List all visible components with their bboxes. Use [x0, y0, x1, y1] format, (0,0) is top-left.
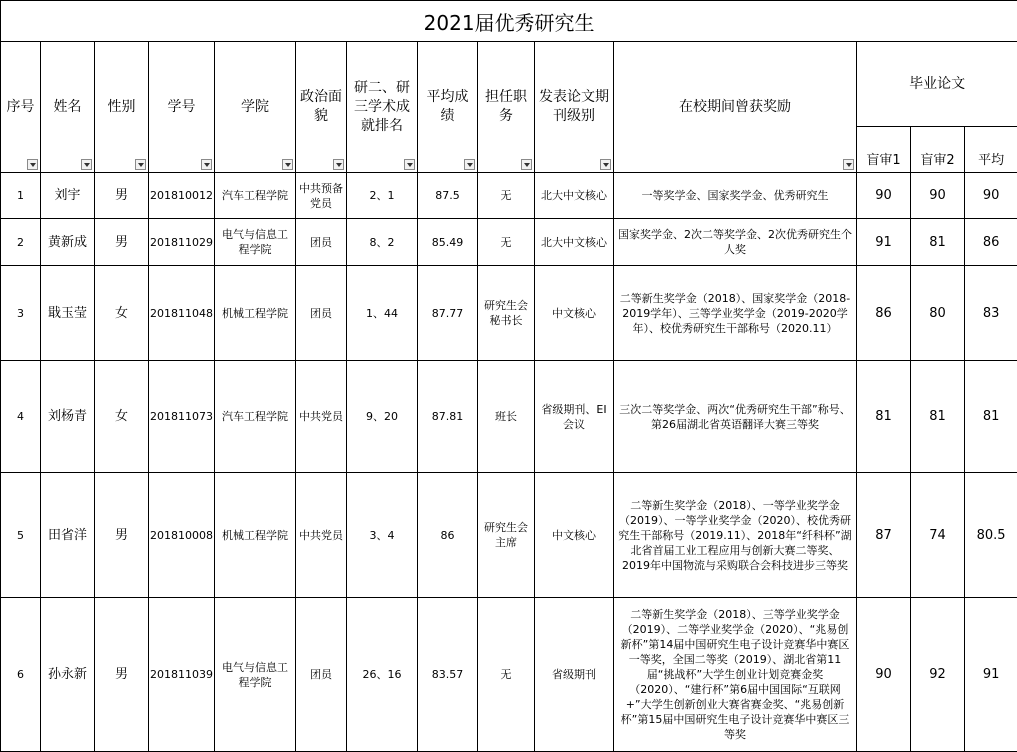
filter-dropdown-icon[interactable] — [81, 159, 92, 170]
cell-blind2[interactable]: 92 — [911, 598, 965, 752]
header-gender: 性别 — [95, 42, 149, 173]
cell-awards[interactable]: 一等奖学金、国家奖学金、优秀研究生 — [614, 173, 857, 219]
cell-index[interactable]: 1 — [1, 173, 41, 219]
sheet-title: 2021届优秀研究生 — [1, 1, 1017, 42]
cell-gender[interactable]: 女 — [95, 361, 149, 473]
cell-blind1[interactable]: 90 — [857, 173, 911, 219]
cell-college[interactable]: 机械工程学院 — [215, 473, 296, 598]
cell-position[interactable]: 班长 — [478, 361, 535, 473]
cell-name[interactable]: 戢玉莹 — [41, 266, 95, 361]
cell-student-id[interactable]: 201810012 — [149, 173, 215, 219]
cell-political[interactable]: 团员 — [296, 598, 347, 752]
cell-journal[interactable]: 北大中文核心 — [535, 173, 614, 219]
cell-position[interactable]: 研究生会秘书长 — [478, 266, 535, 361]
table-row — [1, 219, 1017, 266]
table-row — [1, 361, 1017, 473]
cell-gender[interactable]: 女 — [95, 266, 149, 361]
cell-student-id[interactable]: 201811073 — [149, 361, 215, 473]
cell-blind2[interactable]: 74 — [911, 473, 965, 598]
cell-college[interactable]: 机械工程学院 — [215, 266, 296, 361]
header-position: 担任职务 — [478, 42, 535, 173]
header-rank: 研二、研三学术成就排名 — [347, 42, 418, 173]
filter-dropdown-icon[interactable] — [135, 159, 146, 170]
table-row — [1, 173, 1017, 219]
cell-student-id[interactable]: 201811029 — [149, 219, 215, 266]
cell-political[interactable]: 中共预备党员 — [296, 173, 347, 219]
cell-gpa[interactable]: 87.81 — [418, 361, 478, 473]
cell-position[interactable]: 无 — [478, 598, 535, 752]
cell-blind1[interactable]: 87 — [857, 473, 911, 598]
header-gpa: 平均成绩 — [418, 42, 478, 173]
cell-rank[interactable]: 26、16 — [347, 598, 418, 752]
cell-gpa[interactable]: 85.49 — [418, 219, 478, 266]
header-name: 姓名 — [41, 42, 95, 173]
cell-gpa[interactable]: 87.77 — [418, 266, 478, 361]
table-row — [1, 266, 1017, 361]
cell-student-id[interactable]: 201810008 — [149, 473, 215, 598]
header-index: 序号 — [1, 42, 41, 173]
cell-rank[interactable]: 1、44 — [347, 266, 418, 361]
cell-journal[interactable]: 中文核心 — [535, 473, 614, 598]
cell-rank[interactable]: 2、1 — [347, 173, 418, 219]
header-awards: 在校期间曾获奖励 — [614, 42, 857, 173]
cell-gender[interactable]: 男 — [95, 473, 149, 598]
cell-blind2[interactable]: 90 — [911, 173, 965, 219]
filter-dropdown-icon[interactable] — [404, 159, 415, 170]
table-row — [1, 473, 1017, 598]
cell-blind1[interactable]: 91 — [857, 219, 911, 266]
cell-awards[interactable]: 二等新生奖学金（2018）、三等学业奖学金（2019）、二等学业奖学金（2020）、“兆易创新杯”第14届中国研究生电子设计竞赛华中赛区一等奖，全国二等奖（2019）、湖北省第11届“挑战杯”大学生创业计划竞赛金奖（2020）、“建行杯”第6届中国国际“互联网+”大学生创新创业大赛省赛金奖、“兆易创新杯”第15届中国研究生电子设计竞赛华中赛区三等奖 — [614, 598, 857, 752]
cell-index[interactable]: 3 — [1, 266, 41, 361]
cell-awards[interactable]: 二等新生奖学金（2018）、国家奖学金（2018-2019学年）、三等学业奖学金（2019-2020学年）、校优秀研究生干部称号（2020.11） — [614, 266, 857, 361]
cell-position[interactable]: 无 — [478, 219, 535, 266]
filter-dropdown-icon[interactable] — [333, 159, 344, 170]
cell-journal[interactable]: 北大中文核心 — [535, 219, 614, 266]
header-college: 学院 — [215, 42, 296, 173]
cell-blind2[interactable]: 80 — [911, 266, 965, 361]
filter-dropdown-icon[interactable] — [521, 159, 532, 170]
cell-index[interactable]: 5 — [1, 473, 41, 598]
cell-blind1[interactable]: 81 — [857, 361, 911, 473]
cell-name[interactable]: 刘杨青 — [41, 361, 95, 473]
cell-journal[interactable]: 中文核心 — [535, 266, 614, 361]
cell-political[interactable]: 中共党员 — [296, 361, 347, 473]
cell-student-id[interactable]: 201811048 — [149, 266, 215, 361]
cell-college[interactable]: 电气与信息工程学院 — [215, 598, 296, 752]
cell-journal[interactable]: 省级期刊、EI会议 — [535, 361, 614, 473]
cell-name[interactable]: 刘宇 — [41, 173, 95, 219]
cell-position[interactable]: 研究生会主席 — [478, 473, 535, 598]
filter-dropdown-icon[interactable] — [282, 159, 293, 170]
filter-dropdown-icon[interactable] — [27, 159, 38, 170]
subheader-blind2: 盲审2 — [911, 127, 965, 173]
cell-blind2[interactable]: 81 — [911, 219, 965, 266]
cell-blind1[interactable]: 90 — [857, 598, 911, 752]
cell-average[interactable]: 90 — [965, 173, 1017, 219]
cell-awards[interactable]: 国家奖学金、2次二等奖学金、2次优秀研究生个人奖 — [614, 219, 857, 266]
cell-college[interactable]: 电气与信息工程学院 — [215, 219, 296, 266]
cell-gpa[interactable]: 83.57 — [418, 598, 478, 752]
cell-political[interactable]: 团员 — [296, 266, 347, 361]
cell-index[interactable]: 6 — [1, 598, 41, 752]
cell-gpa[interactable]: 86 — [418, 473, 478, 598]
cell-gender[interactable]: 男 — [95, 219, 149, 266]
header-journal: 发表论文期刊级别 — [535, 42, 614, 173]
cell-average[interactable]: 80.5 — [965, 473, 1017, 598]
cell-college[interactable]: 汽车工程学院 — [215, 173, 296, 219]
cell-rank[interactable]: 9、20 — [347, 361, 418, 473]
cell-awards[interactable]: 二等新生奖学金（2018）、一等学业奖学金（2019）、一等学业奖学金（2020）、校优秀研究生干部称号（2019.11）、2018年“纤科杯”湖北省首届工业工程应用与创新大赛二等奖、2019年中国物流与采购联合会科技进步三等奖 — [614, 473, 857, 598]
cell-gpa[interactable]: 87.5 — [418, 173, 478, 219]
cell-average[interactable]: 83 — [965, 266, 1017, 361]
cell-political[interactable]: 团员 — [296, 219, 347, 266]
header-political: 政治面貌 — [296, 42, 347, 173]
header-thesis: 毕业论文 — [857, 42, 1017, 127]
filter-dropdown-icon[interactable] — [201, 159, 212, 170]
cell-gender[interactable]: 男 — [95, 173, 149, 219]
cell-average[interactable]: 91 — [965, 598, 1017, 752]
cell-position[interactable]: 无 — [478, 173, 535, 219]
table-row — [1, 598, 1017, 752]
cell-college[interactable]: 汽车工程学院 — [215, 361, 296, 473]
subheader-blind1: 盲审1 — [857, 127, 911, 173]
filter-dropdown-icon[interactable] — [843, 159, 854, 170]
cell-journal[interactable]: 省级期刊 — [535, 598, 614, 752]
cell-name[interactable]: 黄新成 — [41, 219, 95, 266]
header-student-id: 学号 — [149, 42, 215, 173]
cell-blind1[interactable]: 86 — [857, 266, 911, 361]
filter-dropdown-icon[interactable] — [600, 159, 611, 170]
cell-gender[interactable]: 男 — [95, 598, 149, 752]
cell-name[interactable]: 孙永新 — [41, 598, 95, 752]
cell-student-id[interactable]: 201811039 — [149, 598, 215, 752]
cell-average[interactable]: 86 — [965, 219, 1017, 266]
cell-index[interactable]: 4 — [1, 361, 41, 473]
cell-blind2[interactable]: 81 — [911, 361, 965, 473]
cell-political[interactable]: 中共党员 — [296, 473, 347, 598]
subheader-average: 平均 — [965, 127, 1017, 173]
cell-average[interactable]: 81 — [965, 361, 1017, 473]
cell-rank[interactable]: 8、2 — [347, 219, 418, 266]
cell-rank[interactable]: 3、4 — [347, 473, 418, 598]
cell-name[interactable]: 田省洋 — [41, 473, 95, 598]
cell-awards[interactable]: 三次二等奖学金、两次“优秀研究生干部”称号、第26届湖北省英语翻译大赛三等奖 — [614, 361, 857, 473]
filter-dropdown-icon[interactable] — [464, 159, 475, 170]
cell-index[interactable]: 2 — [1, 219, 41, 266]
